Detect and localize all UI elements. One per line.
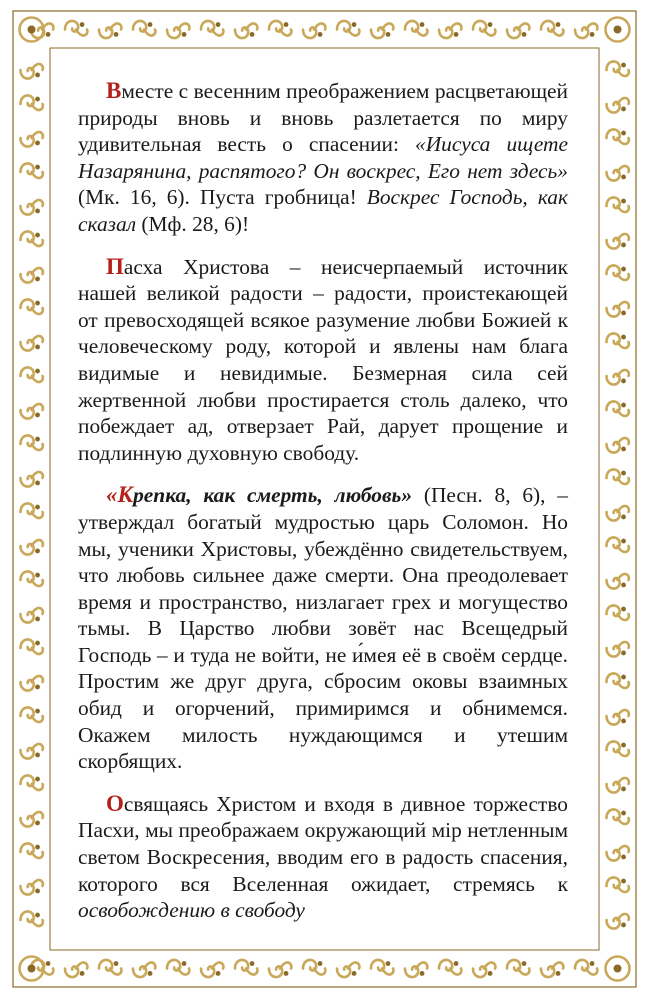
border-bud (35, 209, 40, 214)
border-bud (46, 32, 51, 37)
border-bud (454, 32, 459, 37)
border-bud (556, 22, 561, 27)
text-run: месте с весенним преображением расцветающей природы вновь и вновь разлетается по миру удивительная весть о спасении: (78, 79, 568, 157)
text-run: асха Христова – неисчерпаемый источник нашей великой радости – радости, проистекающей от превосходящей всякое разумение любви Божией к человеческому роду, которой и явлены нам блага видимые и невидимые. Безмерная сила сей жертвенной любви простирается столь далеко, что побеждает ад, отверзает Рай, дарует прощение и подлинную духовную свободу. (78, 254, 568, 465)
border-bud (621, 447, 626, 452)
border-scroll (607, 197, 629, 212)
border-bud (35, 277, 40, 282)
border-scroll (167, 960, 189, 975)
border-bud (216, 971, 221, 976)
border-bud (216, 22, 221, 27)
border-bud (590, 961, 595, 966)
border-bud (621, 651, 626, 656)
border-scroll (21, 744, 43, 759)
border-scroll (21, 707, 43, 722)
border-bud (621, 675, 626, 680)
border-bud (621, 335, 626, 340)
border-bud (352, 22, 357, 27)
border-scroll (541, 21, 563, 36)
border-bud (148, 22, 153, 27)
border-scroll (607, 265, 629, 280)
border-bud (148, 971, 153, 976)
border-scroll (371, 23, 393, 38)
border-scroll (21, 367, 43, 382)
border-scroll (133, 962, 155, 977)
border-bud (35, 505, 40, 510)
italic-quote: освобождению в свободу (78, 898, 305, 923)
border-scroll (235, 960, 257, 975)
border-scroll (21, 163, 43, 178)
border-scroll (607, 846, 629, 861)
border-scroll (439, 960, 461, 975)
border-scroll (21, 639, 43, 654)
border-bud (621, 879, 626, 884)
paragraph-3 (78, 482, 568, 775)
border-scroll (607, 506, 629, 521)
border-scroll (507, 960, 529, 975)
border-bud (250, 32, 255, 37)
border-scroll (607, 574, 629, 589)
border-scroll (607, 710, 629, 725)
text-run: свящаясь Христом и входя в дивное торжество Пасхи, мы преображаем окружающий мір нетленным светом Воскресения, вводим его в радость спасения, которого вся Вселенная ожидает, стремясь к (78, 791, 568, 896)
border-scroll (99, 23, 121, 38)
drop-cap: П (106, 253, 124, 279)
border-scroll (607, 401, 629, 416)
border-bud (621, 199, 626, 204)
border-bud (35, 845, 40, 850)
border-bud (522, 32, 527, 37)
border-bud (488, 22, 493, 27)
border-bud (35, 301, 40, 306)
border-bud (35, 641, 40, 646)
border-bud (114, 961, 119, 966)
border-bud (488, 971, 493, 976)
border-scroll (607, 605, 629, 620)
border-bud (420, 22, 425, 27)
border-scroll (607, 370, 629, 385)
border-bud (35, 617, 40, 622)
border-bud (35, 549, 40, 554)
border-corner-center (28, 965, 36, 973)
border-bud (621, 403, 626, 408)
border-bud (46, 961, 51, 966)
border-scroll (607, 673, 629, 688)
border-scroll (405, 962, 427, 977)
drop-cap: В (106, 78, 122, 103)
border-bud (621, 243, 626, 248)
border-scroll (473, 21, 495, 36)
border-scroll (99, 960, 121, 975)
border-scroll (607, 809, 629, 824)
border-bud (35, 685, 40, 690)
border-bud (35, 481, 40, 486)
border-scroll (21, 571, 43, 586)
border-scroll (607, 333, 629, 348)
border-bud (386, 961, 391, 966)
text-run: (Мк. 16, 6). Пуста гробница! (78, 185, 367, 210)
border-scroll (575, 23, 597, 38)
border-scroll (21, 64, 43, 79)
border-scroll (21, 200, 43, 215)
paragraph-2 (78, 254, 568, 467)
border-scroll (167, 23, 189, 38)
paragraph-1 (78, 78, 568, 238)
border-scroll (21, 608, 43, 623)
border-bud (114, 32, 119, 37)
border-scroll (607, 129, 629, 144)
border-scroll (269, 962, 291, 977)
border-scroll (21, 775, 43, 790)
border-scroll (607, 877, 629, 892)
border-bud (621, 811, 626, 816)
border-bud (35, 821, 40, 826)
border-bud (621, 379, 626, 384)
border-bud (182, 961, 187, 966)
border-bud (35, 97, 40, 102)
border-scroll (21, 911, 43, 926)
border-corner-center (614, 965, 622, 973)
border-bud (35, 345, 40, 350)
drop-cap: О (106, 790, 124, 816)
border-scroll (201, 962, 223, 977)
text-run: (Мф. 28, 6)! (136, 211, 250, 236)
border-bud (35, 913, 40, 918)
border-bud (621, 607, 626, 612)
border-bud (621, 63, 626, 68)
border-scroll (21, 880, 43, 895)
border-scroll (21, 435, 43, 450)
border-scroll (575, 960, 597, 975)
border-scroll (21, 231, 43, 246)
border-scroll (541, 962, 563, 977)
border-bud (621, 471, 626, 476)
border-scroll (21, 132, 43, 147)
border-scroll (235, 23, 257, 38)
border-scroll (607, 642, 629, 657)
border-scroll (607, 914, 629, 929)
border-scroll (21, 268, 43, 283)
border-bud (522, 961, 527, 966)
border-bud (35, 233, 40, 238)
border-bud (621, 923, 626, 928)
border-bud (35, 709, 40, 714)
border-scroll (607, 438, 629, 453)
border-bud (621, 539, 626, 544)
border-scroll (21, 404, 43, 419)
border-scroll (201, 21, 223, 36)
italic-quote: «Иисуса ищете Назарянина, распятого? Он воскрес, Его нет здесь» (78, 132, 568, 183)
border-corner-center (614, 26, 622, 34)
border-scroll (303, 23, 325, 38)
border-bud (284, 22, 289, 27)
border-bud (250, 961, 255, 966)
border-bud (621, 719, 626, 724)
border-bud (80, 22, 85, 27)
border-bud (284, 971, 289, 976)
border-bud (621, 787, 626, 792)
border-scroll (439, 23, 461, 38)
border-bud (590, 32, 595, 37)
border-bud (182, 32, 187, 37)
border-bud (35, 777, 40, 782)
paragraph-4 (78, 791, 568, 924)
border-scroll (21, 336, 43, 351)
border-bud (621, 131, 626, 136)
border-scroll (337, 21, 359, 36)
border-scroll (607, 166, 629, 181)
border-bud (621, 855, 626, 860)
document-body (78, 78, 568, 940)
drop-cap: «К (106, 482, 134, 508)
border-bud (454, 961, 459, 966)
border-scroll (21, 299, 43, 314)
border-scroll (21, 95, 43, 110)
italic-quote: репка, как смерть, любовь» (133, 483, 413, 508)
border-scroll (607, 741, 629, 756)
border-bud (556, 971, 561, 976)
border-bud (621, 175, 626, 180)
border-scroll (21, 540, 43, 555)
border-bud (35, 573, 40, 578)
border-bud (386, 32, 391, 37)
border-scroll (607, 302, 629, 317)
border-scroll (303, 960, 325, 975)
border-scroll (607, 234, 629, 249)
border-bud (35, 165, 40, 170)
border-scroll (65, 962, 87, 977)
border-scroll (473, 962, 495, 977)
border-corner-center (28, 26, 36, 34)
border-bud (35, 889, 40, 894)
border-bud (621, 107, 626, 112)
border-bud (420, 971, 425, 976)
border-scroll (21, 472, 43, 487)
border-bud (621, 515, 626, 520)
border-scroll (507, 23, 529, 38)
border-bud (621, 743, 626, 748)
border-bud (35, 73, 40, 78)
border-scroll (607, 537, 629, 552)
border-scroll (21, 676, 43, 691)
border-bud (35, 437, 40, 442)
border-scroll (65, 21, 87, 36)
border-scroll (607, 778, 629, 793)
border-scroll (607, 98, 629, 113)
italic-quote: Воскрес Господь, как сказал (78, 185, 568, 236)
border-bud (318, 961, 323, 966)
border-bud (35, 369, 40, 374)
border-bud (621, 311, 626, 316)
border-bud (35, 753, 40, 758)
border-bud (35, 141, 40, 146)
border-bud (318, 32, 323, 37)
border-scroll (607, 61, 629, 76)
border-scroll (21, 503, 43, 518)
border-bud (352, 971, 357, 976)
border-scroll (269, 21, 291, 36)
border-scroll (337, 962, 359, 977)
border-bud (621, 267, 626, 272)
border-bud (35, 413, 40, 418)
text-run: (Песн. 8, 6), – утверждал богатый мудростью царь Соломон. Но мы, ученики Христовы, убеждённо свидетельствуем, что любовь сильнее даже смерти. Она преодолевает время и пространство, низлагает грех и могущество тьмы. В Царство любви зовёт нас Всещедрый Господь – и туда не войти, не и́мея её в своём сердце. Простим же друг друга, сбросим оковы взаимных обид и огорчений, примиримся и обнимемся. Окажем милость нуждающимся и утешим скорбящих. (78, 483, 568, 774)
border-scroll (21, 843, 43, 858)
border-scroll (21, 812, 43, 827)
border-bud (80, 971, 85, 976)
border-scroll (371, 960, 393, 975)
border-scroll (133, 21, 155, 36)
border-scroll (607, 469, 629, 484)
border-bud (621, 583, 626, 588)
border-scroll (405, 21, 427, 36)
